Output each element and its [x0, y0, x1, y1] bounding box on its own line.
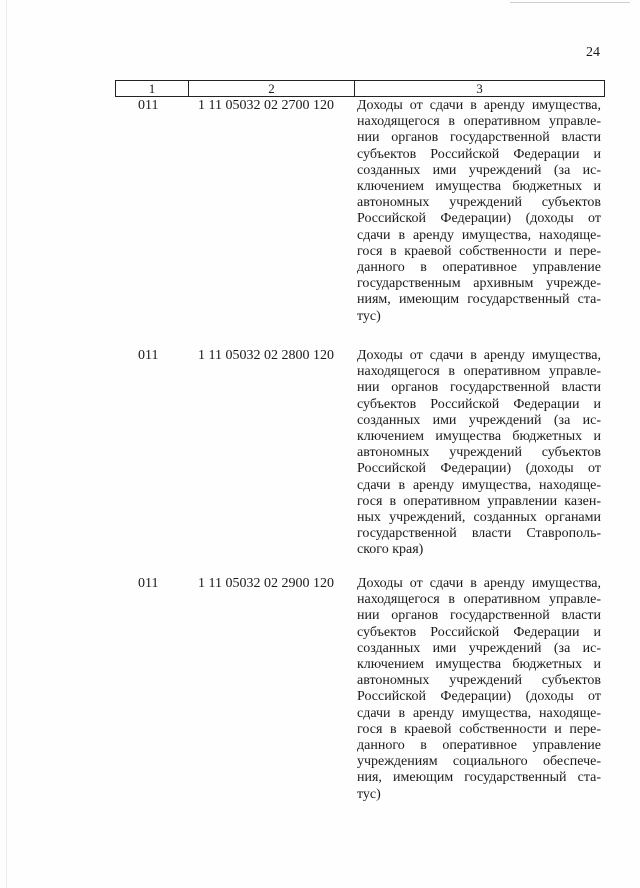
- description-line: ключением имущества бюджетных и: [357, 429, 601, 445]
- description-line: субъектов Российской Федерации и: [357, 396, 601, 412]
- description-line: нии органов государственной власти: [357, 608, 601, 624]
- description-line: Российской Федерации) (доходы от: [357, 461, 601, 477]
- description-line: находящегося в оперативном управле-: [357, 364, 601, 380]
- description-line: тус): [357, 786, 381, 802]
- page-number: 24: [586, 45, 600, 60]
- description-line: государственной власти Ставрополь-: [357, 526, 601, 542]
- revenue-description: [357, 98, 601, 325]
- description-line: созданных ими учреждений (за ис-: [357, 162, 601, 178]
- description-line: субъектов Российской Федерации и: [357, 146, 601, 162]
- description-line: сдачи в аренду имущества, находяще-: [357, 477, 601, 493]
- description-line: ных учреждений, созданных органами: [357, 510, 601, 526]
- description-line: автономных учреждений субъектов: [357, 673, 601, 689]
- description-line: нии органов государственной власти: [357, 130, 601, 146]
- revenue-description: [357, 348, 601, 559]
- column-header-1: 1: [116, 81, 189, 97]
- description-line: ключением имущества бюджетных и: [357, 657, 601, 673]
- description-line: созданных ими учреждений (за ис-: [357, 640, 601, 656]
- description-line: Доходы от сдачи в аренду имущества,: [357, 576, 601, 591]
- top-edge-line: [510, 2, 630, 3]
- column-header-2: 2: [189, 81, 355, 97]
- description-line: данного в оперативное управление: [357, 260, 601, 276]
- description-line: Российской Федерации) (доходы от: [357, 211, 601, 227]
- description-line: данного в оперативное управление: [357, 738, 601, 754]
- admin-code: 011: [138, 576, 159, 591]
- description-line: сдачи в аренду имущества, находяще-: [357, 705, 601, 721]
- description-line: государственным архивным учрежде-: [357, 276, 601, 292]
- description-line: Доходы от сдачи в аренду имущества,: [357, 348, 601, 363]
- admin-code: 011: [138, 348, 159, 363]
- description-line: ского края): [357, 542, 424, 558]
- description-line: ниям, имеющим государственный ста-: [357, 292, 601, 308]
- description-line: автономных учреждений субъектов: [357, 445, 601, 461]
- description-line: Российской Федерации) (доходы от: [357, 689, 601, 705]
- description-line: сдачи в аренду имущества, находяще-: [357, 227, 601, 243]
- budget-classification-code: 1 11 05032 02 2700 120: [198, 98, 334, 113]
- description-line: находящегося в оперативном управле-: [357, 114, 601, 130]
- description-line: созданных ими учреждений (за ис-: [357, 412, 601, 428]
- column-header-3: 3: [355, 81, 605, 97]
- description-line: автономных учреждений субъектов: [357, 195, 601, 211]
- description-line: тус): [357, 308, 381, 324]
- description-line: субъектов Российской Федерации и: [357, 624, 601, 640]
- admin-code: 011: [138, 98, 159, 113]
- description-line: учреждениям социального обеспече-: [357, 754, 601, 770]
- description-line: гося в краевой собственности и пере-: [357, 721, 601, 737]
- budget-classification-code: 1 11 05032 02 2800 120: [198, 348, 334, 363]
- description-line: ключением имущества бюджетных и: [357, 179, 601, 195]
- description-line: Доходы от сдачи в аренду имущества,: [357, 98, 601, 113]
- budget-classification-code: 1 11 05032 02 2900 120: [198, 576, 334, 591]
- scan-edge-line: [6, 0, 7, 888]
- column-header-table: [115, 80, 605, 97]
- revenue-description: [357, 576, 601, 803]
- description-line: гося в краевой собственности и пере-: [357, 243, 601, 259]
- description-line: гося в оперативном управлении казен-: [357, 493, 601, 509]
- description-line: находящегося в оперативном управле-: [357, 592, 601, 608]
- description-line: нии органов государственной власти: [357, 380, 601, 396]
- description-line: ния, имеющим государственный ста-: [357, 770, 601, 786]
